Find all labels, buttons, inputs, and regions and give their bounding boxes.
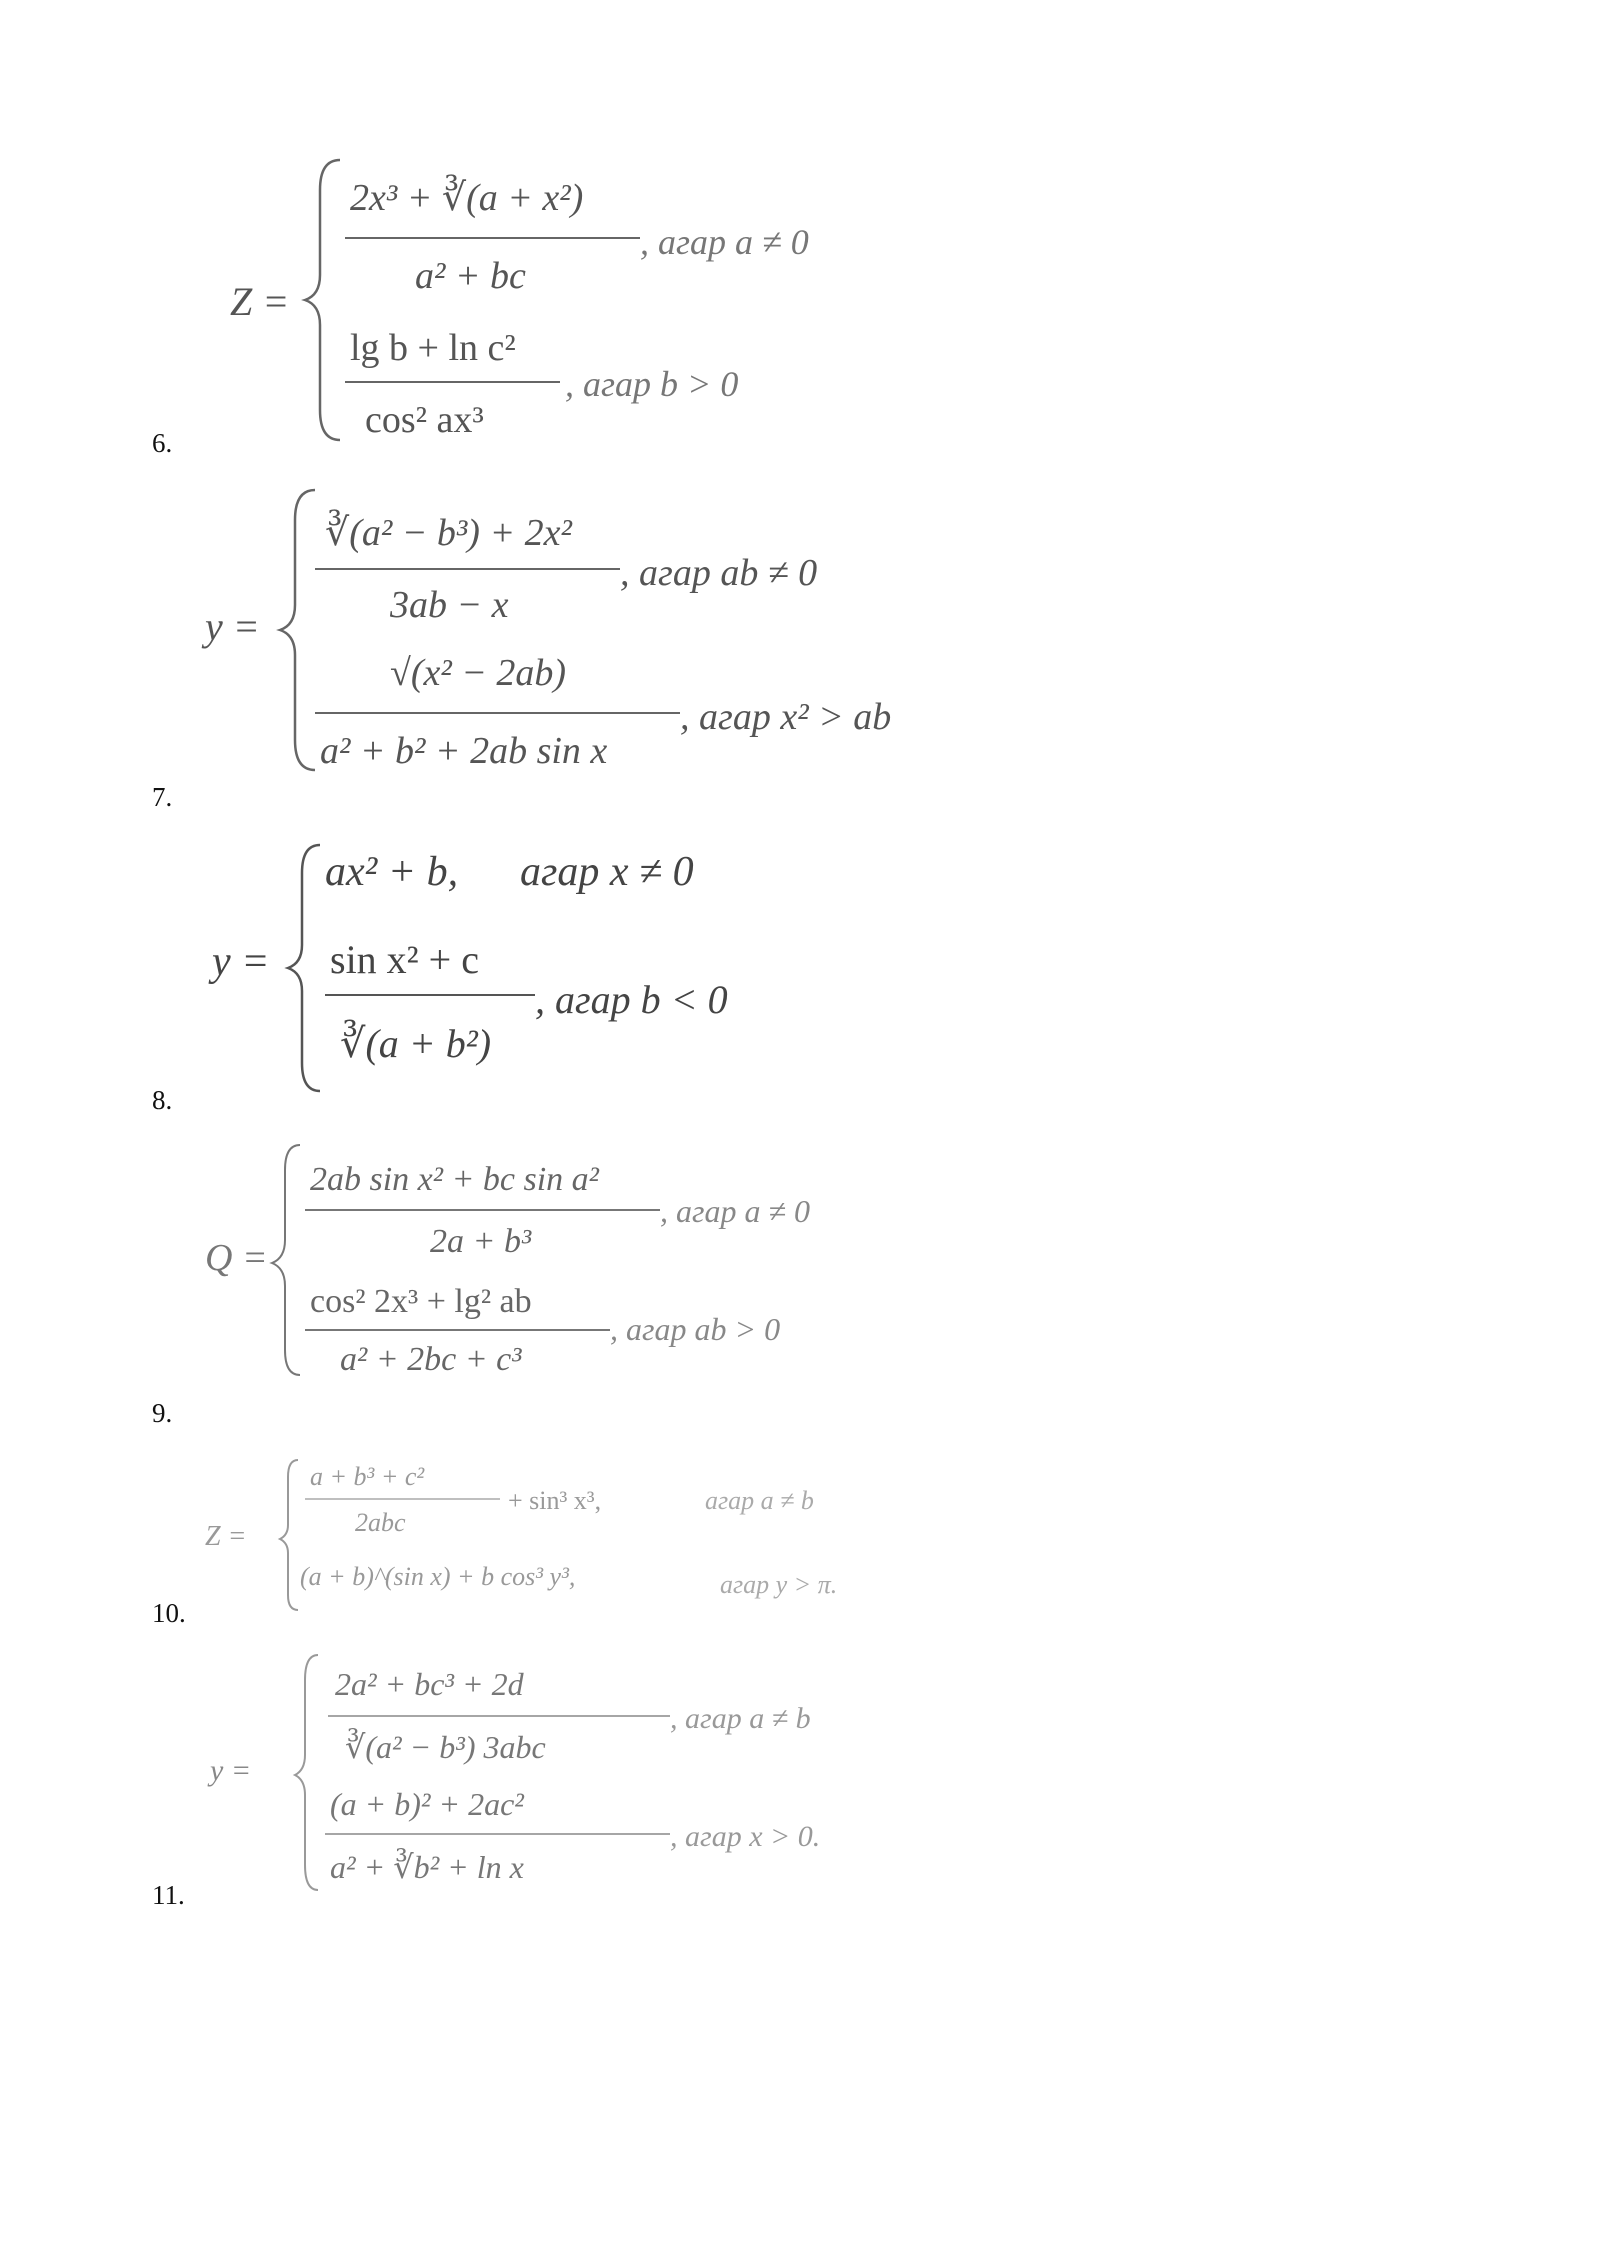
formula-11-case2-condition: , агар x > 0.: [670, 1820, 821, 1853]
formula-7: [200, 485, 1000, 785]
formula-11-case1-numerator: 2a² + bc³ + 2d: [335, 1666, 524, 1702]
formula-8: [200, 835, 900, 1095]
formula-8-case2-denominator: ∛(a + b²): [340, 1021, 492, 1066]
formula-9-lhs: Q =: [205, 1237, 268, 1279]
formula-7-case2-numerator: √(x² − 2ab): [390, 652, 567, 694]
formula-11-case1-denominator: ∛(a² − b³) 3abc: [345, 1729, 546, 1765]
formula-6-lhs: Z =: [230, 279, 290, 324]
brace-icon: [280, 490, 315, 770]
formula-9-case1-condition: , агар a ≠ 0: [660, 1193, 811, 1229]
problem-number-10: 10.: [152, 1598, 186, 1628]
brace-icon: [280, 1460, 298, 1610]
formula-6-case1-numerator: 2x³ + ∛(a + x²): [350, 177, 584, 219]
formula-7-lhs: y =: [205, 604, 260, 649]
formula-6-case2-numerator: lg b + ln c²: [350, 327, 516, 369]
formula-7-case1-condition: , агар ab ≠ 0: [620, 552, 818, 594]
formula-7-case1-numerator: ∛(a² − b³) + 2x²: [325, 512, 572, 554]
formula-11-lhs: y =: [210, 1754, 252, 1787]
formula-9-case2-denominator: a² + 2bc + c³: [340, 1341, 522, 1378]
problem-number-8: 8.: [152, 1085, 173, 1115]
formula-11-case2-denominator: a² + ∛b² + ln x: [330, 1849, 524, 1885]
formula-10-case1-denominator: 2abc: [355, 1508, 406, 1537]
formula-6-case1-condition: , агар a ≠ 0: [640, 222, 809, 262]
formula-8-lhs: y =: [212, 939, 270, 985]
formula-11-case1-condition: , агар a ≠ b: [670, 1702, 811, 1735]
formula-10-lhs: Z =: [205, 1521, 247, 1552]
problem-number-11: 11.: [152, 1880, 185, 1910]
formula-10-case1-condition: агар a ≠ b: [705, 1486, 814, 1515]
formula-8-case2-condition: , агар b < 0: [535, 977, 728, 1022]
formula-9-case2-condition: , агар ab > 0: [610, 1311, 781, 1347]
formula-6-case1-denominator: a² + bc: [415, 255, 526, 297]
problem-number-9: 9.: [152, 1398, 173, 1428]
formula-9-case2-numerator: cos² 2x³ + lg² ab: [310, 1283, 532, 1320]
brace-icon: [288, 845, 320, 1091]
formula-8-case2-numerator: sin x² + c: [330, 937, 479, 982]
problem-number-6: 6.: [152, 428, 173, 458]
brace-icon: [272, 1145, 300, 1375]
problem-number-7: 7.: [152, 782, 173, 812]
formula-8-case1-condition: агар x ≠ 0: [520, 849, 694, 895]
formula-6-case2-denominator: cos² ax³: [365, 399, 484, 441]
formula-6-case2-condition: , агар b > 0: [565, 364, 739, 404]
formula-10-case2-expression: (a + b)^(sin x) + b cos³ y³,: [300, 1562, 576, 1591]
formula-11: [200, 1650, 1000, 1900]
formula-10: [200, 1455, 980, 1615]
formula-9-case1-denominator: 2a + b³: [430, 1223, 532, 1260]
formula-9-case1-numerator: 2ab sin x² + bc sin a²: [310, 1161, 599, 1198]
formula-6: [220, 150, 980, 450]
formula-11-case2-numerator: (a + b)² + 2ac²: [330, 1786, 524, 1822]
formula-8-case1-expression: ax² + b,: [325, 849, 459, 895]
formula-9: [200, 1140, 920, 1380]
brace-icon: [305, 160, 340, 440]
formula-7-case1-denominator: 3ab − x: [390, 584, 509, 626]
formula-10-case2-condition: агар y > π.: [720, 1570, 838, 1599]
brace-icon: [295, 1655, 318, 1890]
formula-7-case2-condition: , агар x² > ab: [680, 696, 892, 738]
formula-7-case2-denominator: a² + b² + 2ab sin x: [320, 730, 608, 772]
formula-10-case1-numerator: a + b³ + c²: [310, 1462, 425, 1491]
formula-10-case1-tail: + sin³ x³,: [508, 1486, 602, 1515]
